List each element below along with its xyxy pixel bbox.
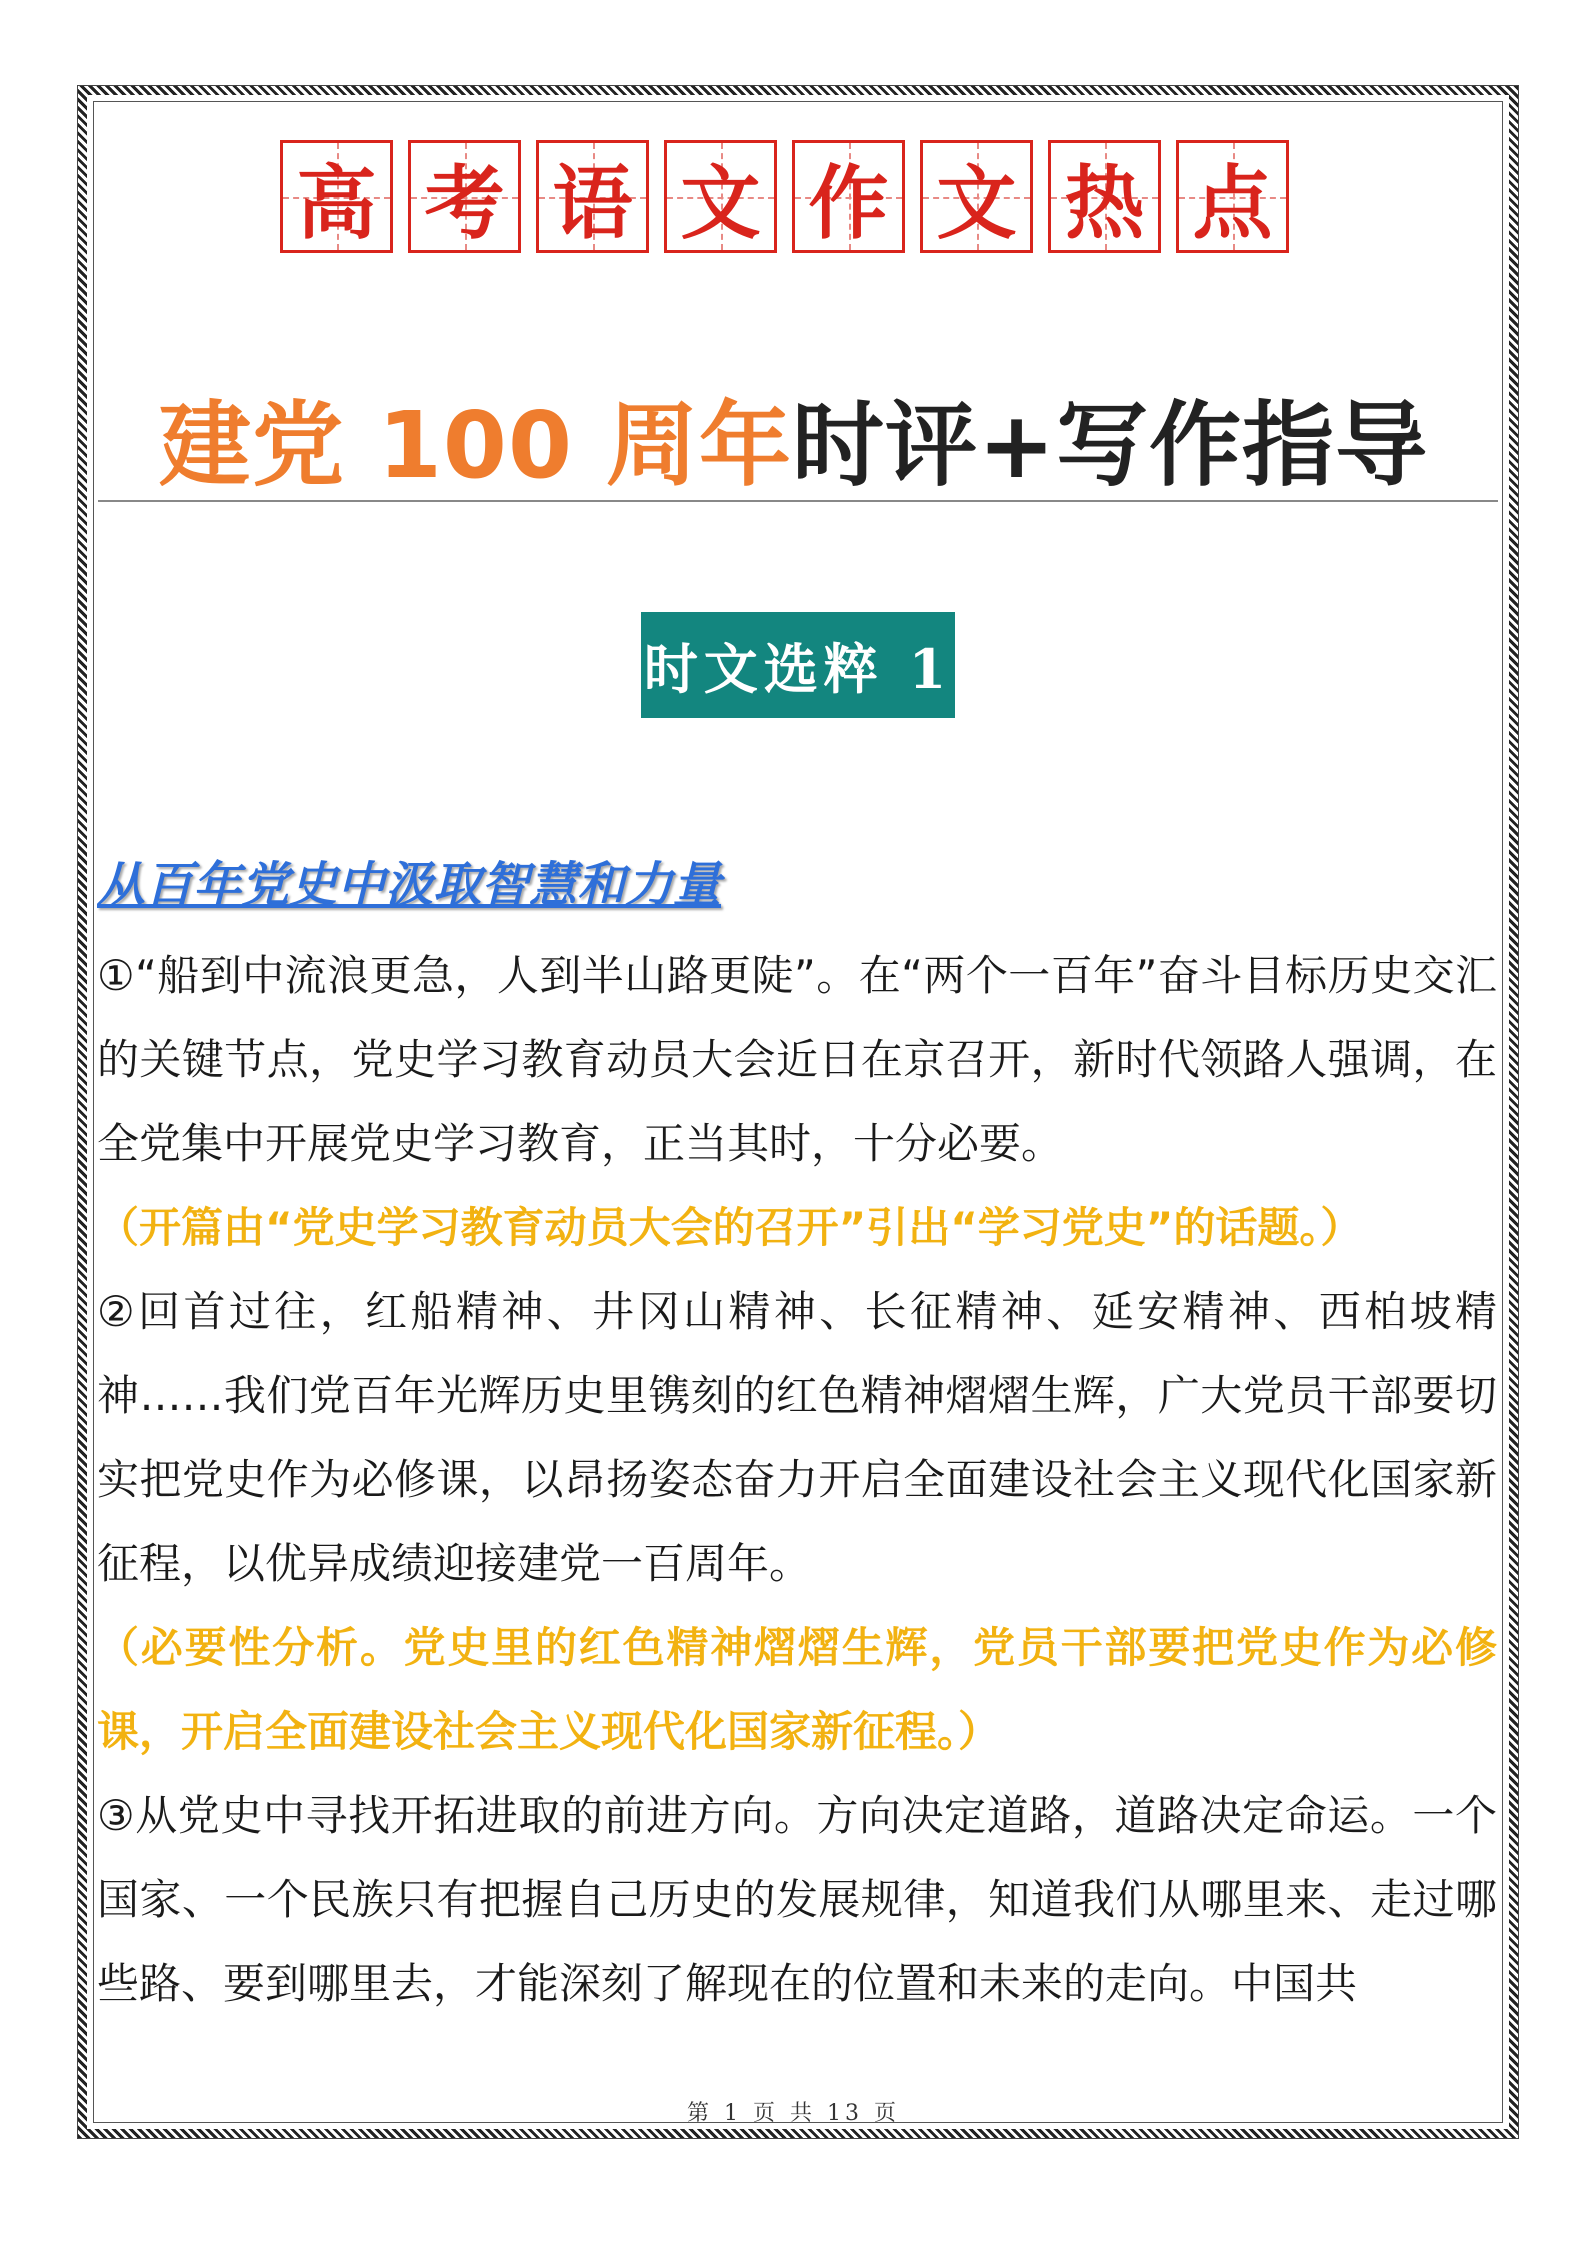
main-title [0,372,1587,504]
paragraph-1: ①“船到中流浪更急，人到半山路更陡”。在“两个一百年”奋斗目标历史交汇的关键节点，党史学习教育动员大会近日在京召开，新时代领路人强调，在全党集中开展党史学习教育，正当其时，十分必要。 [97,951,1497,1168]
grid-char: 文 [680,156,761,250]
article [97,850,1497,2026]
section-badge: 时文选粹 1 [641,612,955,718]
annotation-1: （开篇由“党史学习教育动员大会的召开”引出“学习党史”的话题。） [97,1203,1363,1252]
grid-char-cell [280,140,393,253]
grid-char-cell [408,140,521,253]
main-title-rest: 时评+写作指导 [792,392,1429,499]
paragraph-3: ③从党史中寻找开拓进取的前进方向。方向决定道路，道路决定命运。一个国家、一个民族只有把握自己历史的发展规律，知道我们从哪里来、走过哪些路、要到哪里去，才能深刻了解现在的位置和未来的走向。中国共 [97,1791,1497,2008]
grid-char-cell [1048,140,1161,253]
grid-char-cell [1176,140,1289,253]
grid-char: 文 [936,156,1017,250]
grid-char-cell [792,140,905,253]
title-divider [98,500,1498,502]
grid-char: 语 [552,156,633,250]
page-footer: 第 1 页 共 13 页 [687,2101,900,2126]
grid-char: 高 [296,156,377,250]
grid-char: 点 [1192,156,1273,250]
grid-char: 作 [808,156,889,250]
grid-char: 考 [424,156,505,250]
article-heading: 从百年党史中汲取智慧和力量 [97,857,722,913]
grid-char-cell [664,140,777,253]
grid-char-cell [920,140,1033,253]
annotation-2: （必要性分析。党史里的红色精神熠熠生辉，党员干部要把党史作为必修课，开启全面建设社会主义现代化国家新征程。） [97,1623,1497,1756]
grid-title [280,140,1289,253]
grid-char: 热 [1064,156,1145,250]
paragraph-2: ②回首过往，红船精神、井冈山精神、长征精神、延安精神、西柏坡精神……我们党百年光辉历史里镌刻的红色精神熠熠生辉，广大党员干部要切实把党史作为必修课，以昂扬姿态奋力开启全面建设社会主义现代化国家新征程，以优异成绩迎接建党一百周年。 [97,1287,1497,1588]
grid-char-cell [536,140,649,253]
main-title-highlight: 建党 100 周年 [158,392,792,499]
